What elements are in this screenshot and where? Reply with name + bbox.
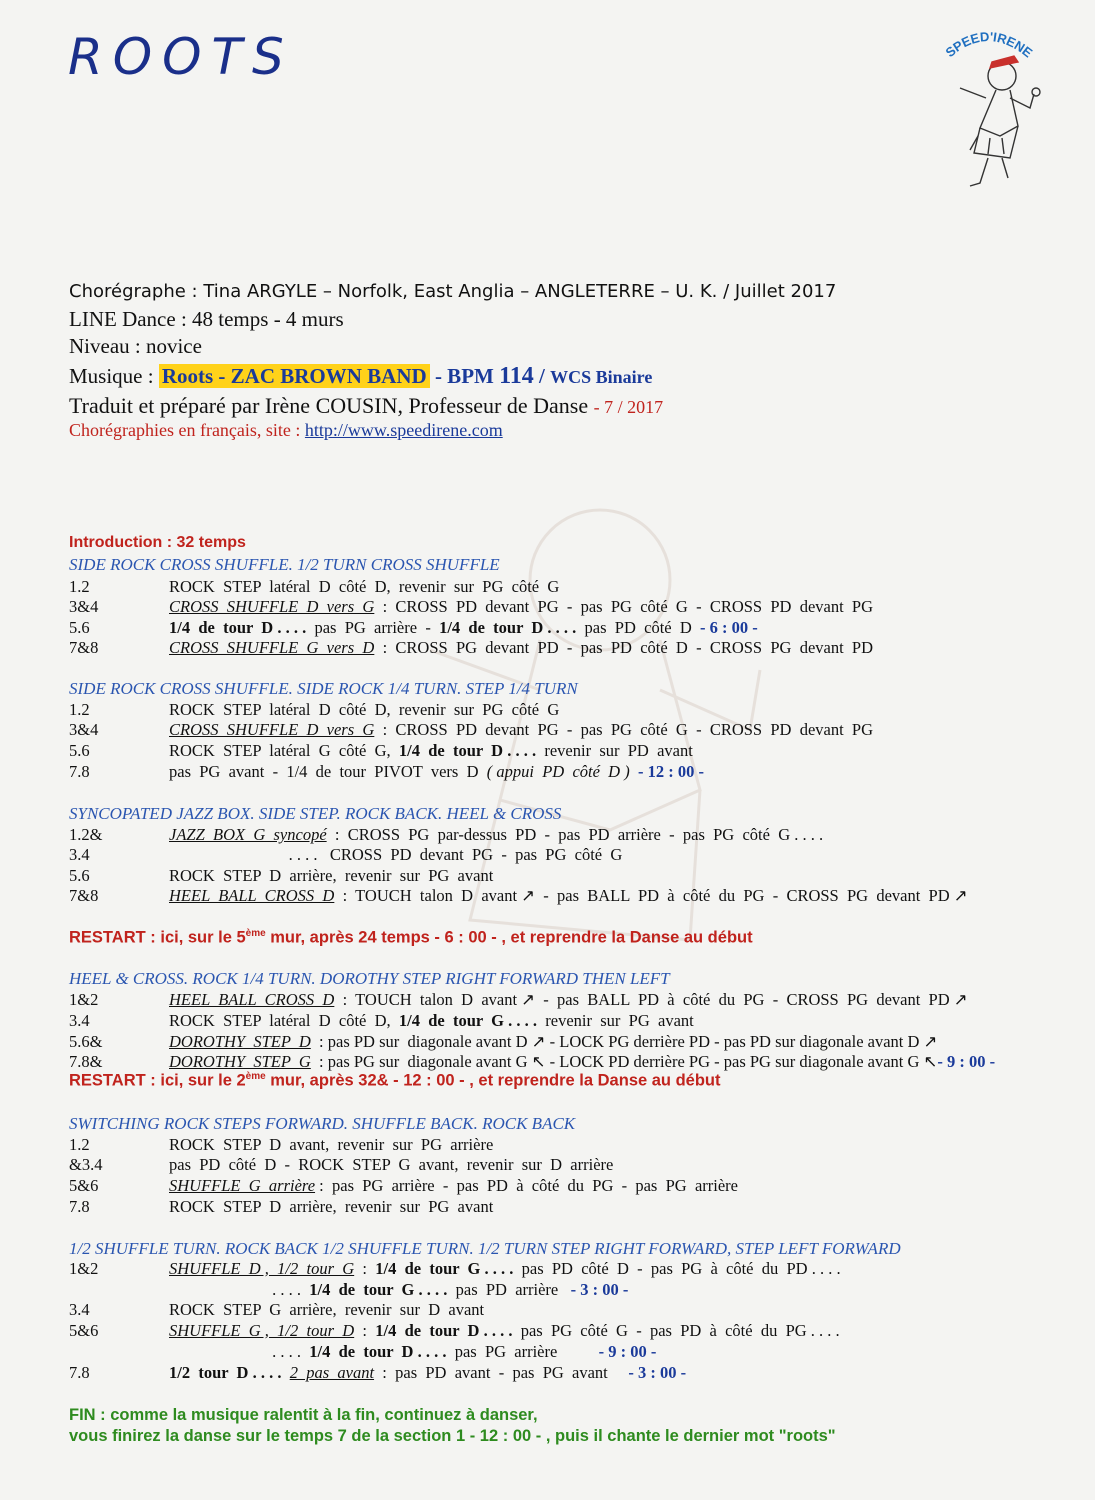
- step-count: 7.8: [69, 762, 90, 781]
- step-count: 5.6: [69, 866, 90, 885]
- step-count: 7.8: [69, 1197, 90, 1216]
- step-text: [281, 1363, 289, 1382]
- step-name: CROSS SHUFFLE D vers G: [169, 720, 375, 739]
- step-description: [169, 1363, 686, 1383]
- site-label: Chorégraphies en français, site :: [69, 420, 305, 440]
- turn-text: 1/4 de tour G . . . .: [398, 1011, 538, 1030]
- logo-text: SPEED'IRENE: [942, 28, 1036, 61]
- step-text: . . . .: [169, 1280, 310, 1299]
- step-description: [169, 866, 493, 886]
- restart-2-sup: ème: [245, 1071, 266, 1082]
- step-description: [169, 886, 968, 906]
- restart-note-2: [69, 1071, 721, 1091]
- step-description: [169, 1300, 484, 1320]
- step-name: JAZZ BOX G syncopé: [169, 825, 327, 844]
- step-text: :: [354, 1321, 376, 1340]
- step-count: 5&6: [69, 1176, 99, 1195]
- step-count: 3.4: [69, 845, 90, 864]
- step-text: ROCK STEP G arrière, revenir sur D avant: [169, 1300, 485, 1319]
- step-text: ROCK STEP D arrière, revenir sur PG avant: [169, 1197, 494, 1216]
- level-info: Niveau : novice: [69, 334, 202, 358]
- turn-text: 1/4 de tour D . . . .: [439, 618, 577, 637]
- step-count: 1.2&: [69, 825, 103, 844]
- step-name: DOROTHY STEP G: [169, 1052, 311, 1071]
- step-text: : pas PG arrière - pas PD à côté du PG - pas PG arrière: [315, 1176, 738, 1195]
- turn-text: 1/4 de tour G . . . .: [375, 1259, 514, 1278]
- restart-1-text: RESTART : ici, sur le 5: [69, 928, 246, 947]
- step-description: [169, 1011, 694, 1031]
- step-text: ROCK STEP D avant, revenir sur PG arrière: [169, 1135, 494, 1154]
- restart-1-rest: mur, après 24 temps - 6 : 00 - , et reprendre la Danse au début: [265, 928, 753, 947]
- music-line: [69, 363, 1069, 390]
- step-count: 7.8: [69, 1363, 90, 1382]
- step-description: [169, 1176, 738, 1196]
- section-title: 1/2 SHUFFLE TURN. ROCK BACK 1/2 SHUFFLE TURN. 1/2 TURN STEP RIGHT FORWARD, STEP LEFT FORWARD: [69, 1239, 901, 1258]
- step-count: 5.6&: [69, 1032, 103, 1051]
- turn-text: 1/4 de tour D . . . .: [309, 1342, 447, 1361]
- turn-text: 1/2 tour D . . . .: [169, 1363, 282, 1382]
- bpm-value: 114: [499, 363, 534, 389]
- step-description: [169, 638, 873, 658]
- step-text: : CROSS PD devant PG - pas PG côté G - CROSS PD devant PG: [374, 597, 874, 616]
- step-count: 3.4: [69, 1011, 90, 1030]
- step-text: pas PD côté D - pas PG à côté du PD . . . .: [513, 1259, 841, 1278]
- section-title: SWITCHING ROCK STEPS FORWARD. SHUFFLE BACK. ROCK BACK: [69, 1114, 576, 1133]
- wall-direction: - 3 : 00 -: [624, 1363, 687, 1382]
- step-note: ( appui PD côté D ): [486, 762, 630, 781]
- step-text: : CROSS PG devant PD - pas PD côté D - CROSS PG devant PD: [374, 638, 874, 657]
- step-description: [169, 762, 704, 782]
- step-name: DOROTHY STEP D: [169, 1032, 311, 1051]
- step-text: : pas PD sur diagonale avant D ↗ - LOCK PG derrière PD - pas PD sur diagonale avant D ↗: [310, 1032, 938, 1051]
- step-text: pas PD côté D: [576, 618, 701, 637]
- step-count: 5&6: [69, 1321, 99, 1340]
- step-text: revenir sur PG avant: [537, 1011, 694, 1030]
- step-text: pas PG arrière -: [306, 618, 440, 637]
- wcs-style: WCS Binaire: [550, 367, 653, 387]
- step-name: 2 pas avant: [289, 1363, 375, 1382]
- wall-direction: - 12 : 00 -: [629, 762, 704, 781]
- section-title: SIDE ROCK CROSS SHUFFLE. SIDE ROCK 1/4 TURN. STEP 1/4 TURN: [69, 679, 578, 698]
- step-count: 7.8&: [69, 1052, 103, 1071]
- step-text: pas PD côté D - ROCK STEP G avant, revenir sur D arrière: [169, 1155, 614, 1174]
- site-link[interactable]: http://www.speedirene.com: [304, 420, 503, 440]
- restart-note-1: [69, 928, 753, 948]
- step-count: 7&8: [69, 886, 99, 905]
- step-count: 5.6: [69, 741, 90, 760]
- section-title: SIDE ROCK CROSS SHUFFLE. 1/2 TURN CROSS SHUFFLE: [69, 555, 500, 574]
- fin-line-2: vous finirez la danse sur le temps 7 de la section 1 - 12 : 00 - , puis il chante le dernier mot "roots": [69, 1427, 836, 1445]
- step-text: ROCK STEP latéral D côté D, revenir sur PG côté G: [169, 577, 560, 596]
- turn-text: 1/4 de tour D . . . .: [375, 1321, 513, 1340]
- step-count: &3.4: [69, 1155, 103, 1174]
- restart-2-rest: mur, après 32& - 12 : 00 - , et reprendre la Danse au début: [265, 1071, 721, 1090]
- step-text: : pas PG sur diagonale avant G ↖ - LOCK PD derrière PG - pas PG sur diagonale avant G ↖: [310, 1052, 938, 1071]
- step-description: [169, 990, 968, 1010]
- site-line: [69, 420, 1069, 441]
- music-label: Musique :: [69, 364, 159, 388]
- step-text: : TOUCH talon D avant ↗ - pas BALL PD à côté du PG - CROSS PG devant PD ↗: [334, 886, 968, 905]
- step-text: pas PD arrière: [447, 1280, 567, 1299]
- step-description: [169, 825, 823, 845]
- step-count: 1.2: [69, 700, 90, 719]
- bpm-separator: /: [539, 364, 551, 388]
- step-description: [169, 720, 873, 740]
- step-name: HEEL BALL CROSS D: [169, 990, 335, 1009]
- step-count: 1.2: [69, 577, 90, 596]
- step-text: ROCK STEP latéral D côté D, revenir sur PG côté G: [169, 700, 560, 719]
- step-description: [169, 618, 758, 638]
- wall-direction: - 3 : 00 -: [566, 1280, 629, 1299]
- step-name: SHUFFLE D , 1/2 tour G: [169, 1259, 355, 1278]
- step-description: [169, 1032, 937, 1052]
- step-text: ROCK STEP latéral G côté G,: [169, 741, 399, 760]
- turn-text: 1/4 de tour D . . . .: [169, 618, 307, 637]
- step-description: [169, 1197, 493, 1217]
- step-count: 3.4: [69, 1300, 90, 1319]
- translator-text: Traduit et préparé par Irène COUSIN, Professeur de Danse: [69, 393, 594, 418]
- wall-direction: - 6 : 00 -: [700, 618, 758, 637]
- bpm-label: - BPM: [434, 364, 500, 388]
- step-description: [169, 1259, 841, 1279]
- step-text: pas PG arrière: [446, 1342, 591, 1361]
- section-title: HEEL & CROSS. ROCK 1/4 TURN. DOROTHY STEP RIGHT FORWARD THEN LEFT: [69, 969, 670, 988]
- introduction: Introduction : 32 temps: [69, 534, 246, 551]
- music-title: Roots - ZAC BROWN BAND: [159, 364, 430, 388]
- step-count: 1&2: [69, 990, 99, 1009]
- step-name: SHUFFLE G arrière: [169, 1176, 316, 1195]
- step-count: 3&4: [69, 720, 99, 739]
- step-description: [169, 741, 693, 761]
- step-count: 3&4: [69, 597, 99, 616]
- step-text: : CROSS PD devant PG - pas PG côté G - CROSS PD devant PG: [374, 720, 874, 739]
- turn-text: 1/4 de tour G . . . .: [309, 1280, 448, 1299]
- step-name: CROSS SHUFFLE D vers G: [169, 597, 375, 616]
- wall-direction: - 9 : 00 -: [937, 1052, 996, 1071]
- step-text: revenir sur PD avant: [536, 741, 693, 760]
- line-dance-info: LINE Dance : 48 temps - 4 murs: [69, 307, 344, 331]
- section-title: SYNCOPATED JAZZ BOX. SIDE STEP. ROCK BACK. HEEL & CROSS: [69, 804, 562, 823]
- step-text: : TOUCH talon D avant ↗ - pas BALL PD à côté du PG - CROSS PG devant PD ↗: [334, 990, 968, 1009]
- page-title: ROOTS: [68, 28, 294, 86]
- step-name: HEEL BALL CROSS D: [169, 886, 335, 905]
- translator-line: [69, 393, 1069, 419]
- step-description: [169, 597, 873, 617]
- turn-text: 1/4 de tour D . . . .: [398, 741, 537, 760]
- fin-line-1: FIN : comme la musique ralentit à la fin, continuez à danser,: [69, 1406, 538, 1424]
- speedirene-logo: [930, 18, 1070, 198]
- step-description: [169, 1280, 628, 1300]
- restart-1-sup: ème: [245, 928, 266, 939]
- step-name: CROSS SHUFFLE G vers D: [169, 638, 375, 657]
- step-text: :: [354, 1259, 376, 1278]
- step-description: [169, 1321, 840, 1341]
- restart-2-text: RESTART : ici, sur le 2: [69, 1071, 246, 1090]
- step-text: : CROSS PG par-dessus PD - pas PD arrière - pas PG côté G . . . .: [326, 825, 824, 844]
- step-description: [169, 700, 559, 720]
- step-description: [169, 1342, 656, 1362]
- step-text: : pas PD avant - pas PG avant: [374, 1363, 625, 1382]
- step-text: pas PG côté G - pas PD à côté du PG . . . .: [512, 1321, 840, 1340]
- step-description: [169, 1052, 995, 1072]
- step-text: pas PG avant - 1/4 de tour PIVOT vers D: [169, 762, 487, 781]
- step-description: [169, 845, 622, 865]
- translation-date: - 7 / 2017: [593, 397, 664, 417]
- step-description: [169, 577, 559, 597]
- step-text: ROCK STEP D arrière, revenir sur PG avant: [169, 866, 494, 885]
- step-text: ROCK STEP latéral D côté D,: [169, 1011, 399, 1030]
- choreographer-line: Chorégraphe : Tina ARGYLE – Norfolk, East Anglia – ANGLETERRE – U. K. / Juillet 2017: [69, 281, 837, 302]
- wall-direction: - 9 : 00 -: [590, 1342, 657, 1361]
- step-count: 1.2: [69, 1135, 90, 1154]
- step-count: 1&2: [69, 1259, 99, 1278]
- step-count: 7&8: [69, 638, 99, 657]
- step-description: [169, 1135, 493, 1155]
- step-description: [169, 1155, 613, 1175]
- step-text: . . . .: [169, 1342, 310, 1361]
- step-name: SHUFFLE G , 1/2 tour D: [169, 1321, 355, 1340]
- step-count: 5.6: [69, 618, 90, 637]
- step-text: . . . . CROSS PD devant PG - pas PG côté G: [169, 845, 623, 864]
